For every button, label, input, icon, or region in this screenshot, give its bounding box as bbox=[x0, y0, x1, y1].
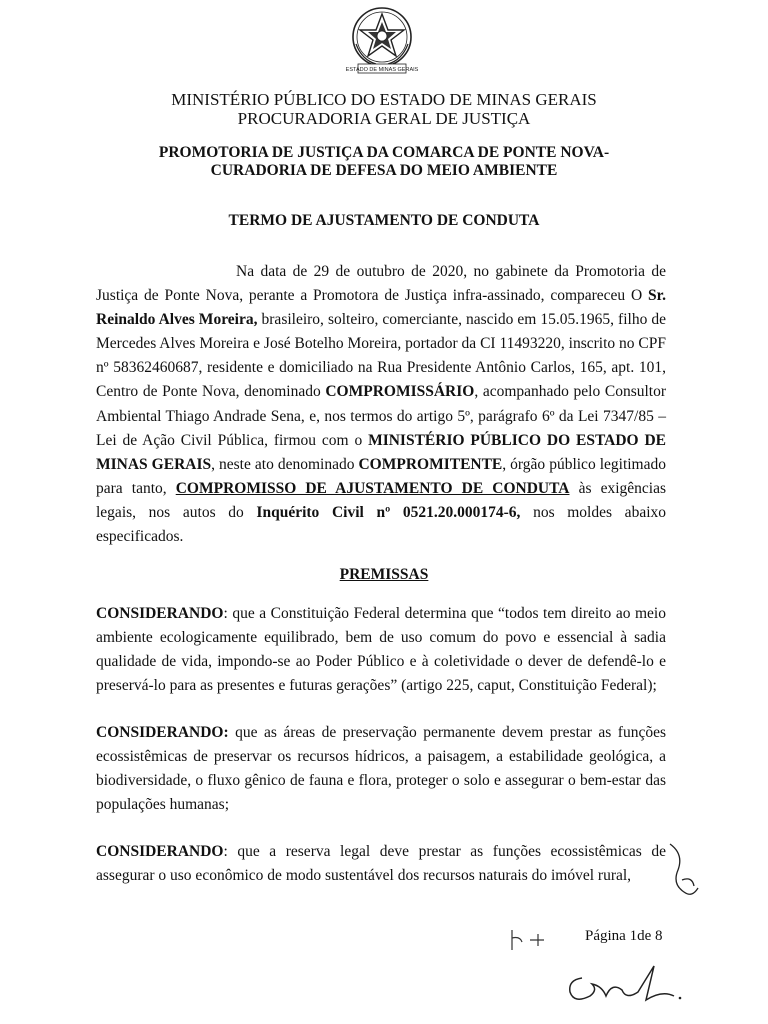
header-ministry: MINISTÉRIO PÚBLICO DO ESTADO DE MINAS GERAIS bbox=[171, 90, 597, 109]
header-procuradoria: PROCURADORIA GERAL DE JUSTIÇA bbox=[237, 109, 531, 128]
section-premissas: PREMISSAS bbox=[339, 566, 429, 583]
page-number: Página 1de 8 bbox=[585, 928, 663, 944]
coat-of-arms-icon bbox=[342, 4, 422, 78]
considerando-1: CONSIDERANDO: que a Constituição Federal determina que “todos tem direito ao meio ambiente ecologicamente equilibrado, bem de uso comum do povo e essencial à sadia qualidade de vida, impondo-se ao Poder Público e à coletividade o dever de defendê-lo e preservá-lo para as presentes e futuras gerações” (artigo 225, caput, Constituição Federal); bbox=[96, 605, 666, 695]
initials-mark bbox=[508, 928, 552, 952]
svg-text:ESTADO DE MINAS GERAIS: ESTADO DE MINAS GERAIS bbox=[345, 67, 419, 73]
handwritten-signature bbox=[562, 960, 686, 1010]
intro-paragraph: Na data de 29 de outubro de 2020, no gabinete da Promotoria de Justiça de Ponte Nova, perante a Promotora de Justiça infra-assinado, compareceu O Sr. Reinaldo Alves Moreira, brasileiro, solteiro, comerciante, nascido em 15.05.1965, filho de Mercedes Alves Moreira e José Botelho Moreira, portador da CI 11493220, inscrito no CPF nº 58362460687, residente e domiciliado na Rua Presidente Antônio Carlos, 165, apt. 101, Centro de Ponte Nova, denominado COMPROMISSÁRIO, acompanhado pelo Consultor Ambiental Thiago Andrade Sena, e, nos termos do artigo 5º, parágrafo 6º da Lei 7347/85 – Lei de Ação Civil Pública, firmou com o MINISTÉRIO PÚBLICO DO ESTADO DE MINAS GERAIS, neste ato denominado COMPROMITENTE, órgão público legitimado para tanto, COMPROMISSO DE AJUSTAMENTO DE CONDUTA às exigências legais, nos autos do Inquérito Civil nº 0521.20.000174-6, nos moldes abaixo especificados. bbox=[96, 263, 667, 546]
document-title: TERMO DE AJUSTAMENTO DE CONDUTA bbox=[228, 212, 540, 229]
considerando-3: CONSIDERANDO: que a reserva legal deve prestar as funções ecossistêmicas de assegurar o uso econômico de modo sustentável dos recursos naturais do imóvel rural, bbox=[96, 843, 666, 885]
header-promotoria: PROMOTORIA DE JUSTIÇA DA COMARCA DE PONTE NOVA- bbox=[158, 144, 610, 161]
considerando-2: CONSIDERANDO: que as áreas de preservação permanente devem prestar as funções ecossistêmicas de preservar os recursos hídricos, a paisagem, a estabilidade geológica, a biodiversidade, o fluxo gênico de fauna e flora, proteger o solo e assegurar o bem-estar das populações humanas; bbox=[96, 724, 666, 814]
header-curadoria: CURADORIA DE DEFESA DO MEIO AMBIENTE bbox=[210, 162, 558, 179]
margin-initials-signature bbox=[664, 840, 704, 910]
